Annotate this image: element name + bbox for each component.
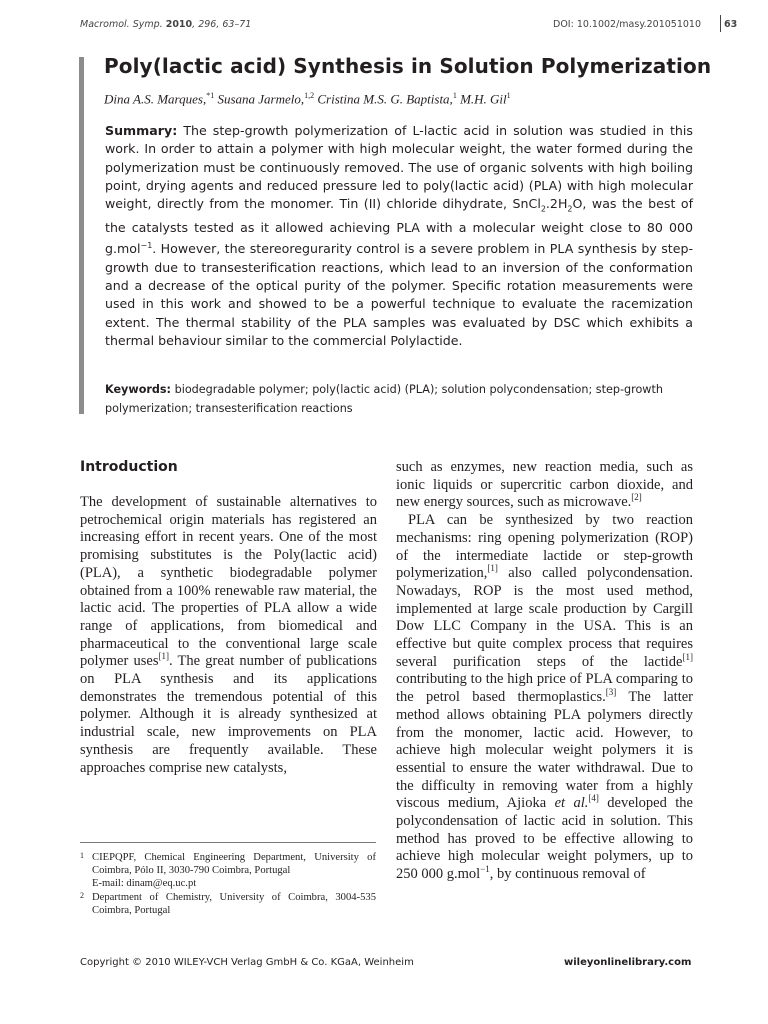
abstract-summary: Summary: The step-growth polymerization of L-lactic acid in solution was studied in this work. In order to attain a polymer with high molecular weight, the water formed during the polymerization must be continuously removed. The use of organic solvents with high boiling point, drying agents and reduced pressure led to poly(lactic acid) (PLA) with high molecular weight, directly from the monomer. Tin (II) chloride dihydrate, $SnCl_2.2H_2O$, was the best of the catalysts tested as it allowed achieving PLA with a molecular weight close to 80 000 g.mol$^{-1}$. However, the stereoregurarity control is a severe problem in PLA synthesis by step-growth due to transesterification reactions, which lead to an inversion of the conformation and a decrease of the optical purity of the polymer. Specific rotation measurements were used in this work and showed to be a powerful technique to evaluate the racemization extent. The thermal stability of the PLA samples was evaluated by DSC which exhibits a thermal behaviour similar to the commercial Polylactide. [105, 123, 694, 348]
author-affiliation-mark: 1 [506, 91, 511, 100]
citation-ref: [1] [682, 651, 693, 662]
author-name: Susana Jarmelo, [217, 91, 305, 107]
citation-ref: [1] [487, 563, 498, 574]
citation-ref: [1] [158, 651, 169, 662]
email-text: E-mail: dinam@eq.uc.pt [92, 878, 197, 890]
paragraph: PLA can be synthesized by two reaction mechanisms: ring opening polymerization (ROP) of the intermediate lactide or step-growth polymerization,[1] also called polycondensation. Nowadays, ROP is the most used method, implemented at large scale production by Cargill Dow LLC Company in the USA. This is an effective but quite complex process that requires several purification steps of the lactide[1] contributing to the high price of PLA comparing to the petrol based thermoplastics.[3] The latter method allows obtaining PLA polymers directly from the monomer, lactic acid. However, to achieve high molecular weight polymers it is essential to ensure the water withdrawal. Due to the difficulty in removing water from a highly viscous medium, Ajioka et al.[4] developed the polycondensation of lactic acid in solution. This method has proved to be effective allowing to achieve high molecular weight polymers, up to 250 000 g.mol$^{-1}$, by continuous removal of [396, 512, 693, 883]
summary-label: Summary: [105, 123, 178, 138]
body-column-right [396, 459, 693, 884]
doi-text: DOI: 10.1002/masy.201051010 [553, 19, 702, 30]
footnote: 2 Department of Chemistry, University of Coimbra, 3004-535 Coimbra, Portugal [80, 890, 376, 916]
page-number: 63 [724, 19, 738, 30]
author-name: Dina A.S. Marques, [104, 91, 207, 107]
body-column-left [80, 494, 377, 777]
paragraph: such as enzymes, new reaction media, such as ionic liquids or supercritic carbon dioxide, and new energy sources, such as microwave.[2] [396, 459, 693, 511]
author-affiliation-mark: 1 [452, 91, 457, 100]
citation-ref: [2] [631, 492, 642, 503]
journal-citation: Macromol. Symp. 2010, 296, 63–71 [80, 19, 252, 30]
author-list [104, 91, 511, 107]
paragraph: The development of sustainable alternatives to petrochemical origin materials has registered an increasing effort in recent years. One of the most promising substitutes is the Poly(lactic acid) (PLA), a synthetic biodegradable polymer obtained from a 100% renewable raw material, the lactic acid. The properties of PLA allow a wide range of applications, from biomedical and pharmaceutical to the conventional large scale polymer uses[1]. The great number of publications on PLA synthesis and its applications demonstrates the tremendous potential of this polymer. Although it is already synthesized at industrial scale, new improvements on PLA synthesis are frequently available. These approaches comprise new catalysts, [80, 494, 378, 776]
affiliation-footnotes [80, 851, 376, 917]
copyright-notice: Copyright © 2010 WILEY-VCH Verlag GmbH & Co. KGaA, Weinheim [80, 957, 414, 968]
citation-ref: [4] [588, 793, 599, 804]
section-heading-introduction: Introduction [80, 459, 178, 475]
citation-ref: [3] [605, 687, 617, 698]
keywords-label: Keywords: [105, 383, 172, 396]
author-affiliation-mark: 1,2 [304, 91, 315, 100]
article-title: Poly(lactic acid) Synthesis in Solution Polymerization [104, 54, 712, 78]
keywords: Keywords: biodegradable polymer; poly(lactic acid) (PLA); solution polycondensation; step-growth polymerization; transesterification reactions [105, 383, 663, 415]
header-divider [720, 15, 721, 32]
author-affiliation-mark: *1 [206, 91, 215, 100]
footnote-divider [80, 842, 376, 843]
abstract-accent-bar [79, 57, 84, 414]
author-name: M.H. Gil [460, 91, 507, 107]
footnote: 1 CIEPQPF, Chemical Engineering Department, University of Coimbra, Pólo II, 3030-790 Coimbra, Portugal E-mail: dinam@eq.uc.pt [80, 851, 376, 890]
author-name: Cristina M.S. G. Baptista, [317, 91, 453, 107]
publisher-website: wileyonlinelibrary.com [564, 957, 692, 968]
